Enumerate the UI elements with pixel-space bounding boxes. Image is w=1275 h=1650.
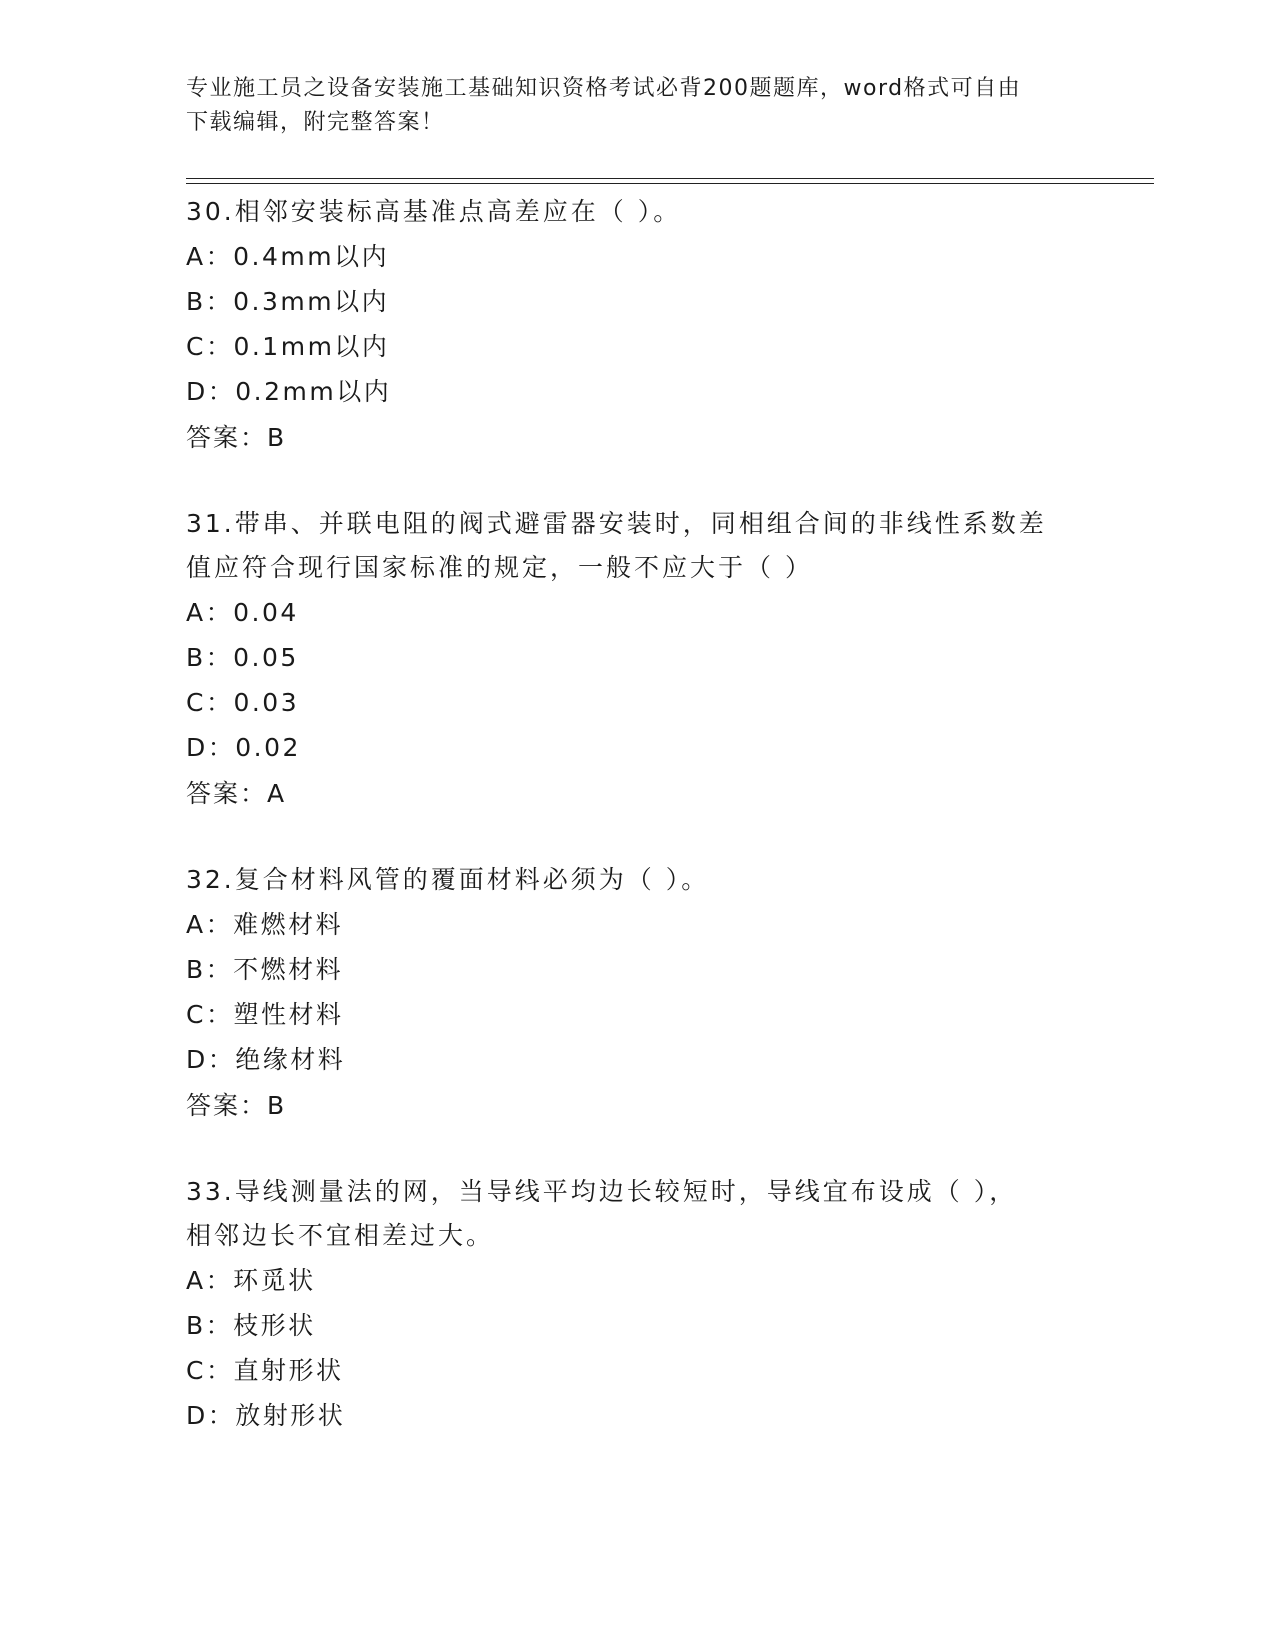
question-32 bbox=[186, 858, 1086, 1129]
question-list bbox=[186, 190, 1086, 1438]
answer: 答案：B bbox=[186, 1091, 287, 1120]
question-33 bbox=[186, 1170, 1086, 1438]
question-spacer bbox=[186, 817, 1086, 858]
option-b: B：0.05 bbox=[186, 643, 299, 672]
question-spacer bbox=[186, 1129, 1086, 1170]
question-stem-line-2: 相邻边长不宜相差过大。 bbox=[186, 1221, 495, 1250]
question-31 bbox=[186, 502, 1086, 817]
question-stem-line-1: 31.带串、并联电阻的阀式避雷器安装时，同相组合间的非线性系数差 bbox=[186, 509, 1047, 538]
option-b: B：不燃材料 bbox=[186, 955, 344, 984]
option-a: A：0.4mm以内 bbox=[186, 242, 390, 271]
header-line-1: 专业施工员之设备安装施工基础知识资格考试必背200题题库，word格式可自由 bbox=[186, 76, 1022, 101]
option-d: D：放射形状 bbox=[186, 1401, 346, 1430]
header-divider-top bbox=[186, 178, 1154, 179]
option-d: D：绝缘材料 bbox=[186, 1045, 346, 1074]
question-stem-line-1: 33.导线测量法的网，当导线平均边长较短时，导线宜布设成（ ）， bbox=[186, 1177, 1018, 1206]
answer: 答案：B bbox=[186, 423, 287, 452]
question-stem: 32.复合材料风管的覆面材料必须为（ ）。 bbox=[186, 865, 710, 894]
option-b: B：0.3mm以内 bbox=[186, 287, 390, 316]
option-a: A：难燃材料 bbox=[186, 910, 344, 939]
question-stem-line-2: 值应符合现行国家标准的规定，一般不应大于（ ） bbox=[186, 553, 813, 582]
option-c: C：0.03 bbox=[186, 688, 300, 717]
option-b: B：枝形状 bbox=[186, 1311, 316, 1340]
header-line-2: 下载编辑，附完整答案！ bbox=[186, 110, 445, 135]
question-stem: 30.相邻安装标高基准点高差应在（ ）。 bbox=[186, 197, 682, 226]
option-a: A：0.04 bbox=[186, 598, 299, 627]
option-c: C：直射形状 bbox=[186, 1356, 344, 1385]
option-d: D：0.2mm以内 bbox=[186, 377, 392, 406]
document-header bbox=[186, 72, 1086, 140]
question-30 bbox=[186, 190, 1086, 461]
header-divider-bottom bbox=[186, 183, 1154, 184]
option-c: C：塑性材料 bbox=[186, 1000, 344, 1029]
question-spacer bbox=[186, 461, 1086, 502]
option-d: D：0.02 bbox=[186, 733, 301, 762]
answer: 答案：A bbox=[186, 779, 287, 808]
option-c: C：0.1mm以内 bbox=[186, 332, 390, 361]
option-a: A：环觅状 bbox=[186, 1266, 316, 1295]
